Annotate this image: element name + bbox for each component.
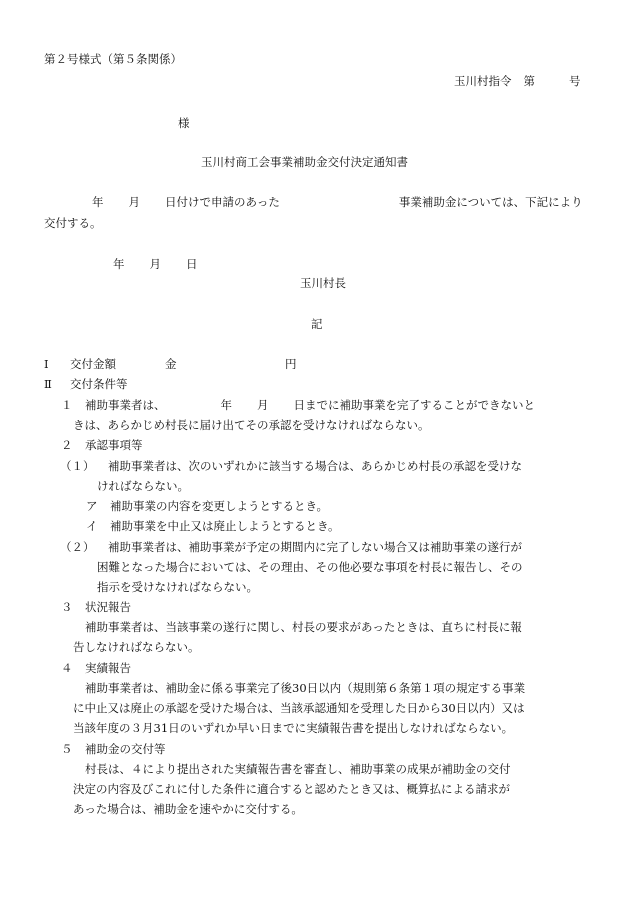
item-4-label: 実績報告	[85, 661, 131, 675]
intro-year: 年	[92, 195, 104, 209]
item-2-2-line-1: 補助事業者は、補助事業が予定の期間内に完了しない場合又は補助事業の遂行が	[108, 540, 522, 554]
item-2-number: ２	[61, 438, 73, 452]
doc-number-dai: 第	[523, 74, 535, 88]
item-4-line-1: 補助事業者は、補助金に係る事業完了後30日以内（規則第６条第１項の規定する事業	[85, 681, 526, 695]
item-1-text-a: 補助事業者は、	[85, 398, 166, 412]
item-4-line-2: に中止又は廃止の承認を受けた場合は、当該承認通知を受理した日から30日以内）又は	[73, 701, 525, 715]
item-5-label: 補助金の交付等	[85, 742, 166, 756]
item-5-number: ５	[61, 742, 73, 756]
item-3-line-2: 告しなければならない。	[73, 640, 200, 654]
form-label: 第２号様式（第５条関係）	[44, 52, 182, 66]
item-2-1-i-text: 補助事業を中止又は廃止しようとするとき。	[110, 519, 340, 533]
issuer: 玉川村長	[300, 276, 346, 290]
section-1-label: 交付金額	[70, 357, 116, 371]
intro-day-text: 日付けで申請のあった	[165, 195, 280, 209]
item-5-line-3: あった場合は、補助金を速やかに交付する。	[73, 802, 303, 816]
item-2-1-a-mark: ア	[86, 499, 98, 513]
section-1-number: Ⅰ	[44, 357, 49, 371]
intro-subsidy-text: 事業補助金については、下記により	[398, 195, 583, 209]
issue-date	[113, 257, 198, 271]
item-2-2-line-2: 困難となった場合においては、その理由、その他必要な事項を村長に報告し、その	[97, 560, 523, 574]
item-2-2-line-3: 指示を受けなければならない。	[97, 580, 258, 594]
item-4-number: ４	[61, 661, 73, 675]
addressee-suffix: 様	[178, 116, 190, 130]
item-1-month: 月	[257, 398, 269, 412]
item-2-1-line-2: ければならない。	[97, 479, 189, 493]
item-2-1-i-mark: イ	[86, 519, 98, 533]
intro-line-1	[92, 195, 583, 209]
ki-heading: 記	[311, 317, 323, 331]
item-1-number: １	[61, 398, 73, 412]
item-3-number: ３	[61, 600, 73, 614]
item-3-line-1: 補助事業者は、当該事業の遂行に関し、村長の要求があったときは、直ちに村長に報	[85, 620, 522, 634]
document-number	[454, 74, 581, 88]
item-2-1-number: （１）	[60, 459, 95, 473]
doc-number-prefix: 玉川村指令	[454, 74, 512, 88]
item-4-line-3: 当該年度の３月31日のいずれか早い日までに実績報告書を提出しなければならない。	[73, 721, 514, 735]
item-2-1-a-text: 補助事業の内容を変更しようとするとき。	[110, 499, 329, 513]
item-2-label: 承認事項等	[85, 438, 143, 452]
section-1-kin: 金	[165, 357, 177, 371]
date-year: 年	[113, 257, 125, 271]
section-2-number: Ⅱ	[44, 377, 52, 391]
doc-number-go: 号	[569, 74, 581, 88]
item-1-year: 年	[220, 398, 232, 412]
section-2-label: 交付条件等	[70, 377, 128, 391]
item-1-line-1	[85, 398, 535, 412]
item-1-text-b: 日までに補助事業を完了することができないと	[293, 398, 535, 412]
document-title: 玉川村商工会事業補助金交付決定通知書	[201, 155, 408, 169]
item-1-line-2: きは、あらかじめ村長に届け出てその承認を受けなければならない。	[73, 418, 430, 432]
intro-line-2: 交付する。	[44, 216, 102, 230]
intro-month: 月	[128, 195, 140, 209]
item-2-1-line-1: 補助事業者は、次のいずれかに該当する場合は、あらかじめ村長の承認を受けな	[108, 459, 522, 473]
item-3-label: 状況報告	[85, 600, 131, 614]
item-5-line-2: 決定の内容及びこれに付した条件に適合すると認めたとき又は、概算払による請求が	[73, 782, 510, 796]
item-2-2-number: （２）	[60, 540, 95, 554]
section-1-yen: 円	[285, 357, 297, 371]
item-5-line-1: 村長は、４により提出された実績報告書を審査し、補助事業の成果が補助金の交付	[85, 762, 511, 776]
date-day: 日	[186, 257, 198, 271]
date-month: 月	[149, 257, 161, 271]
